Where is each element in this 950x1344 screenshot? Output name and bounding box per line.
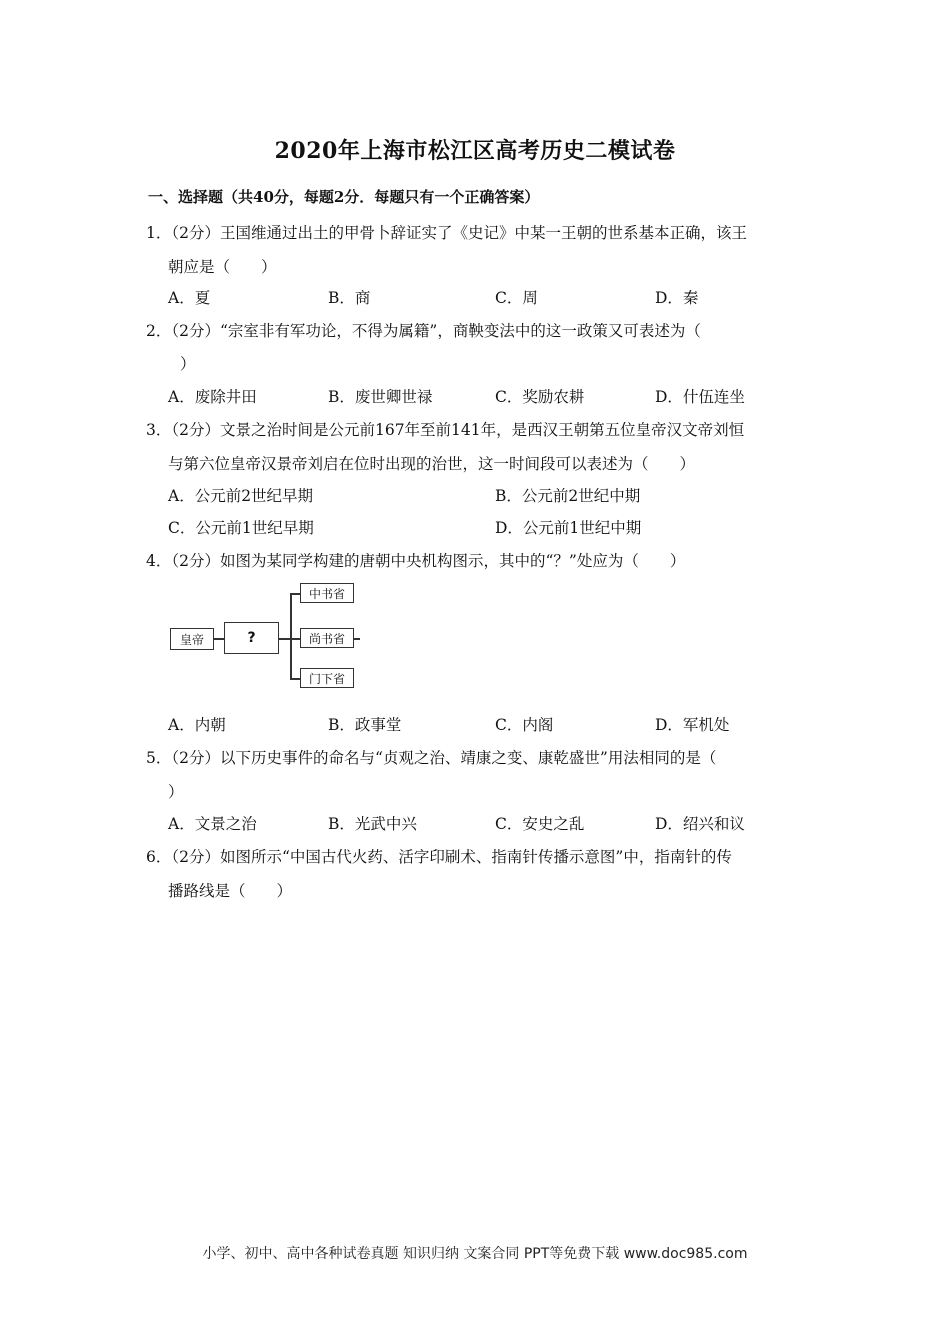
q2-option-d: D．什伍连坐: [655, 388, 745, 406]
question-6-text: 6．（2分）如图所示“中国古代火药、活字印刷术、指南针传播示意图”中，指南针的传: [146, 848, 732, 866]
section-heading: 一、选择题（共40分，每题2分．每题只有一个正确答案）: [148, 188, 540, 206]
page-footer: 小学、初中、高中各种试卷真题 知识归纳 文案合同 PPT等免费下载 www.doc985.com: [202, 1246, 748, 1262]
shangshu-box: 尚书省: [300, 628, 354, 648]
q2-option-b: B．废世卿世禄: [328, 388, 433, 406]
q1-option-c: C．周: [495, 289, 538, 307]
q1-option-d: D．秦: [655, 289, 699, 307]
q2-option-c: C．奖励农耕: [495, 388, 585, 406]
emperor-box: 皇帝: [170, 628, 214, 650]
question-6-text-cont: 播路线是（ ）: [168, 882, 293, 900]
q4-option-a: A．内朝: [168, 716, 226, 734]
connector-line: [290, 678, 300, 680]
q5-option-c: C．安史之乱: [495, 815, 585, 833]
bracket-line: [290, 593, 292, 679]
connector-line: [290, 638, 300, 640]
question-5-text-cont: ）: [168, 783, 184, 801]
menxia-box: 门下省: [300, 668, 354, 688]
question-1-text-cont: 朝应是（ ）: [168, 258, 277, 276]
question-2-text-cont: ）: [180, 355, 196, 373]
zhongshu-box: 中书省: [300, 583, 354, 603]
q3-option-c: C．公元前1世纪早期: [168, 519, 314, 537]
question-3-text: 3．（2分）文景之治时间是公元前167年至前141年，是西汉王朝第五位皇帝汉文帝刘恒: [146, 421, 745, 439]
q3-option-a: A．公元前2世纪早期: [168, 487, 314, 505]
q5-option-a: A．文景之治: [168, 815, 257, 833]
q5-option-d: D．绍兴和议: [655, 815, 745, 833]
question-2-text: 2．（2分）“宗室非有军功论，不得为属籍”，商鞅变法中的这一政策又可表述为（: [146, 322, 701, 340]
question-1-text: 1．（2分）王国维通过出土的甲骨卜辞证实了《史记》中某一王朝的世系基本正确，该王: [146, 224, 747, 242]
q4-option-b: B．政事堂: [328, 716, 402, 734]
q3-option-b: B．公元前2世纪中期: [495, 487, 641, 505]
tang-central-institutions-diagram: [168, 580, 368, 690]
q3-option-d: D．公元前1世纪中期: [495, 519, 642, 537]
question-5-text: 5．（2分）以下历史事件的命名与“贞观之治、靖康之变、康乾盛世”用法相同的是（: [146, 749, 717, 767]
q5-option-b: B．光武中兴: [328, 815, 417, 833]
q4-option-c: C．内阁: [495, 716, 554, 734]
q1-option-a: A．夏: [168, 289, 211, 307]
q1-option-b: B．商: [328, 289, 371, 307]
connector-line: [290, 593, 300, 595]
question-3-text-cont: 与第六位皇帝汉景帝刘启在位时出现的治世，这一时间段可以表述为（ ）: [168, 455, 696, 473]
q4-option-d: D．军机处: [655, 716, 730, 734]
question-4-text: 4．（2分）如图为某同学构建的唐朝中央机构图示，其中的“？”处应为（ ）: [146, 552, 686, 570]
q2-option-a: A．废除井田: [168, 388, 257, 406]
unknown-box: ?: [224, 622, 279, 654]
page-title: 2020年上海市松江区高考历史二模试卷: [274, 138, 676, 164]
connector-line: [214, 638, 224, 640]
connector-line: [354, 638, 360, 640]
